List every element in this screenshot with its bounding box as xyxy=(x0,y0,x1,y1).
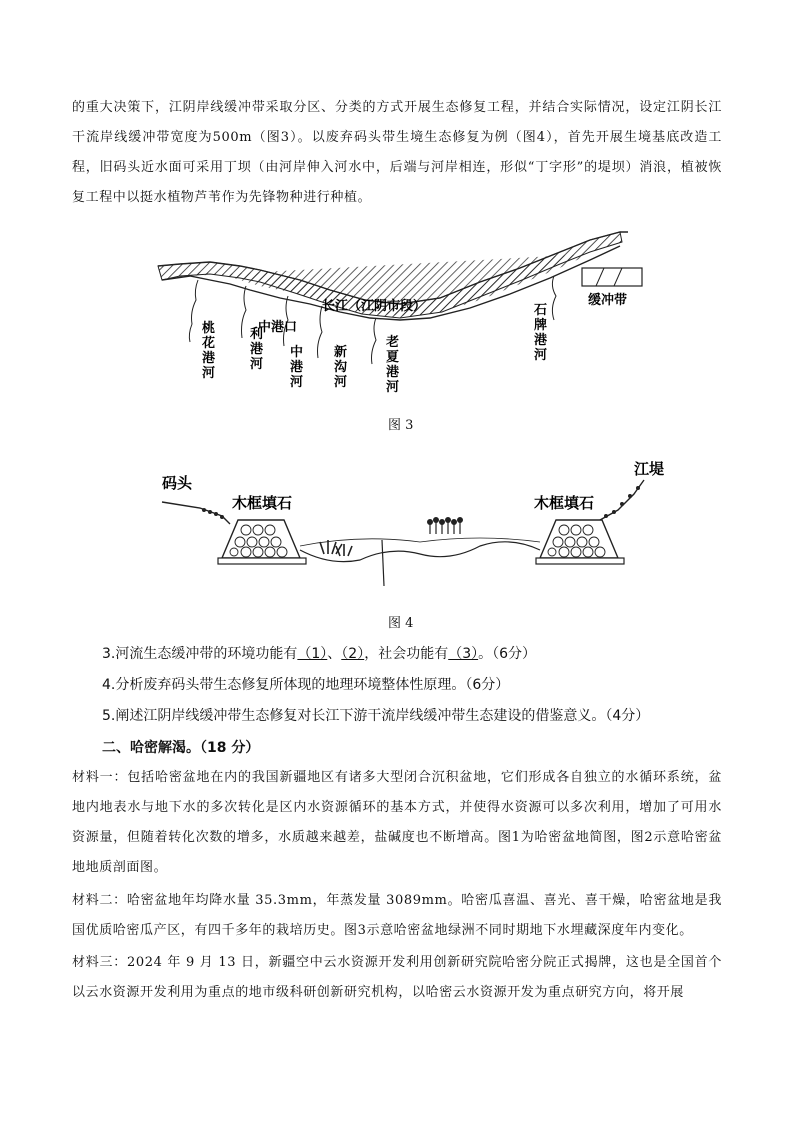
tributary-ligang xyxy=(242,286,247,338)
tributary-laoxia xyxy=(372,318,377,364)
label-ligang: 利港河 xyxy=(250,327,264,372)
label-jiangdi: 江堤 xyxy=(634,460,665,478)
figure3-caption: 图 3 xyxy=(388,418,414,433)
label-shipai: 石牌港河 xyxy=(534,303,548,363)
figure4-caption: 图 4 xyxy=(388,616,414,631)
reed-plants xyxy=(320,518,463,557)
label-matou: 码头 xyxy=(162,474,193,492)
question-3: 3.河流生态缓冲带的环境功能有（1）、（2），社会功能有（3）。（6分） xyxy=(102,646,537,662)
label-left-box: 木框填石 xyxy=(232,494,293,512)
legend-box xyxy=(582,268,642,286)
label-taohua: 桃花港河 xyxy=(202,321,216,381)
question-4: 4.分析废弃码头带生态修复所体现的地理环境整体性原理。（6分） xyxy=(102,677,510,693)
label-xingou: 新沟河 xyxy=(334,345,348,390)
section-2-title: 二、哈密解渴。（18 分） xyxy=(102,740,260,756)
question-5: 5.阐述江阴岸线缓冲带生态修复对长江下游干流岸线缓冲带生态建设的借鉴意义。（4分） xyxy=(102,708,650,724)
tributary-shipai xyxy=(552,276,556,320)
material-3: 材料三：2024 年 9 月 13 日，新疆空中云水资源开发利用创新研究院哈密分院正式揭牌，这也是全国首个以云水资源开发利用为重点的地市级科研创新研究机构，以哈密云水资源开发为重点研究方向，将开展 xyxy=(72,955,722,1000)
legend-label: 缓冲带 xyxy=(588,293,628,308)
figure-3-map xyxy=(150,228,650,398)
material-2: 材料二：哈密盆地年均降水量 35.3mm，年蒸发量 3089mm。哈密瓜喜温、喜光、喜干燥，哈密盆地是我国优质哈密瓜产区，有四千多年的栽培历史。图3示意哈密盆地绿洲不同时期地下水埋藏深度年内变化。 xyxy=(72,893,722,938)
label-zhonggang: 中港河 xyxy=(290,345,304,390)
right-timber-box xyxy=(536,520,624,564)
river-label: 长江（江阴市段） xyxy=(322,299,427,314)
label-right-box: 木框填石 xyxy=(534,494,595,512)
tributary-taohua xyxy=(189,280,198,342)
left-timber-box xyxy=(218,520,306,564)
label-zhonggangkou: 中港口 xyxy=(258,320,298,335)
intro-paragraph: 的重大决策下，江阴岸线缓冲带采取分区、分类的方式开展生态修复工程，并结合实际情况，设定江阴长江干流岸线缓冲带宽度为500m（图3）。以废弃码头带生境生态修复为例（图4），首先开展生境基底改造工程，旧码头近水面可采用丁坝（由河岸伸入河水中，后端与河岸相连，形似“丁字形”的堤坝）消浪，植被恢复工程中以挺水植物芦苇作为先锋物种进行种植。 xyxy=(72,100,722,205)
material-1: 材料一：包括哈密盆地在内的我国新疆地区有诸多大型闭合沉积盆地，它们形成各自独立的水循环系统，盆地内地表水与地下水的多次转化是区内水资源循环的基本方式，并使得水资源可以多次利用，增加了可用水资源量，但随着转化次数的增多，水质越来越差，盐碱度也不断增高。图1为哈密盆地简图，图2示意哈密盆地地质剖面图。 xyxy=(72,770,722,875)
figure-4-diagram xyxy=(160,450,665,600)
label-laoxia: 老夏港河 xyxy=(386,335,400,395)
